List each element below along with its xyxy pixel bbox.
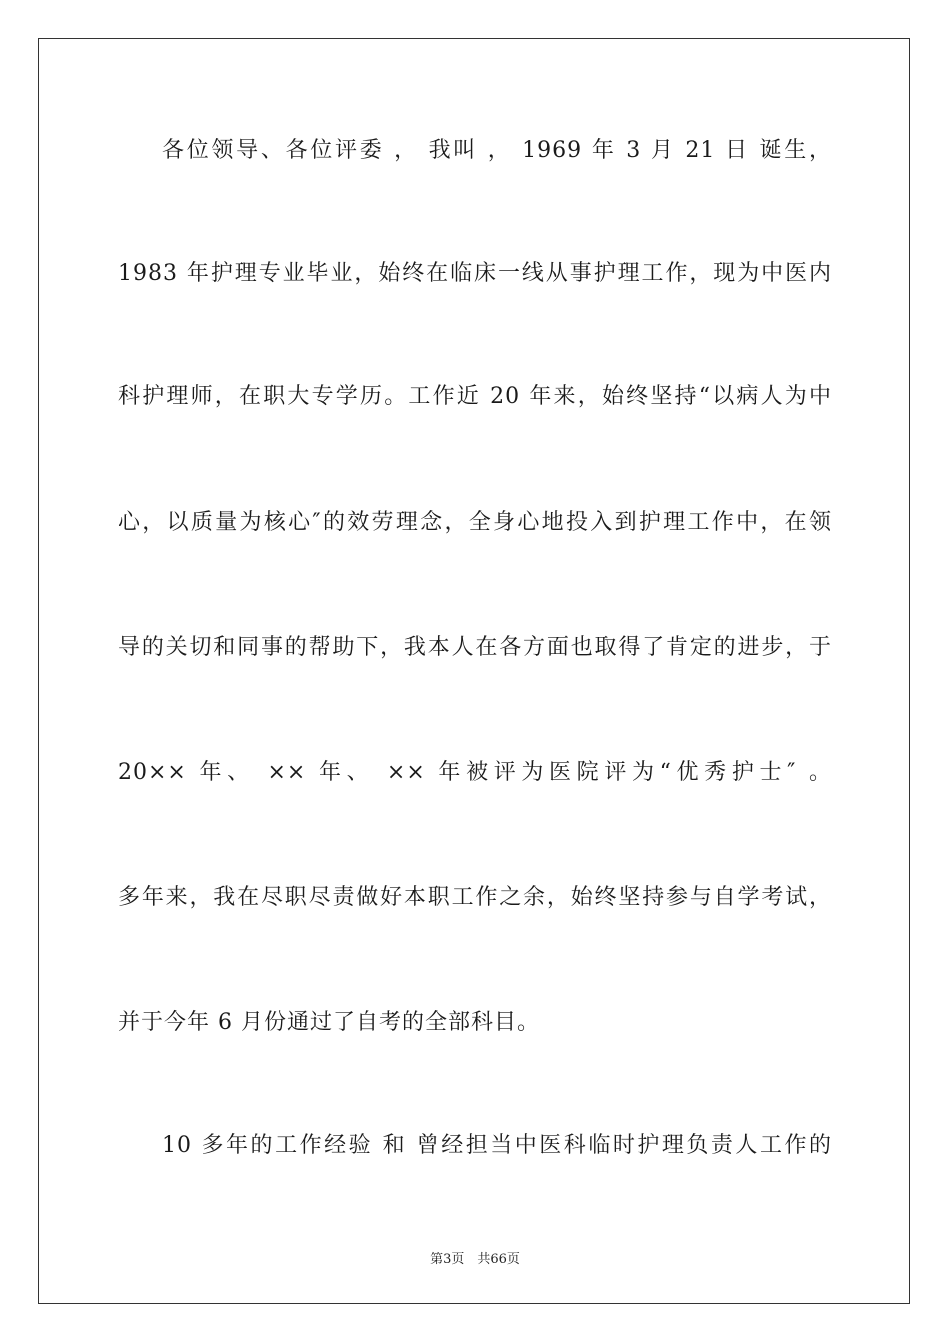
- page-number-footer: 第3页 共66页: [430, 1252, 520, 1267]
- page-border: [38, 38, 910, 1304]
- paragraph-line-4: 心，以质量为核心″的效劳理念，全身心地投入到护理工作中，在领: [118, 510, 832, 535]
- paragraph-line-6: 20×× 年、 ×× 年、 ×× 年被评为医院评为“优秀护士″ 。: [118, 760, 832, 785]
- paragraph-line-9: 10 多年的工作经验 和 曾经担当中医科临时护理负责人工作的: [162, 1133, 832, 1158]
- paragraph-line-8: 并于今年 6 月份通过了自考的全部科目。: [118, 1010, 540, 1035]
- paragraph-line-5: 导的关切和同事的帮助下，我本人在各方面也取得了肯定的进步，于: [118, 635, 832, 660]
- paragraph-line-7: 多年来，我在尽职尽责做好本职工作之余，始终坚持参与自学考试，: [118, 885, 832, 910]
- paragraph-line-3: 科护理师，在职大专学历。工作近 20 年来，始终坚持“以病人为中: [118, 384, 832, 409]
- paragraph-line-2: 1983 年护理专业毕业，始终在临床一线从事护理工作，现为中医内: [118, 261, 832, 286]
- paragraph-line-1: 各位领导、各位评委 ， 我叫 ， 1969 年 3 月 21 日 诞生，: [162, 138, 832, 163]
